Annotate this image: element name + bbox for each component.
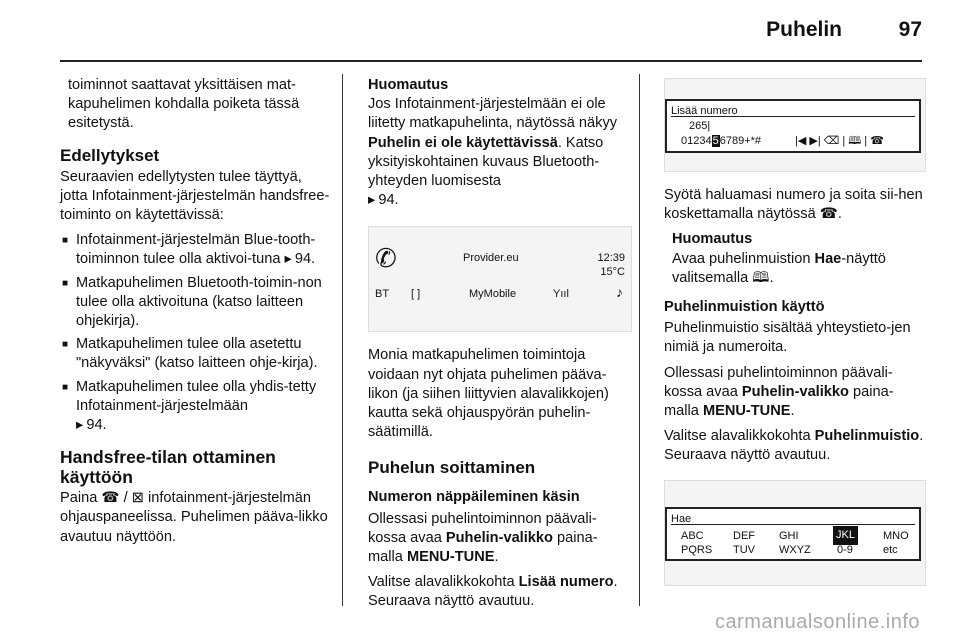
column-divider-1 bbox=[342, 74, 343, 606]
add-number-screen-illustration bbox=[664, 78, 926, 172]
list-item: ■ Infotainment-järjestelmän Blue-tooth-toiminnon tulee olla aktivoi-tuna ▸ 94. bbox=[60, 231, 330, 269]
search-title: Hae bbox=[671, 512, 692, 525]
open-phonebook-text: Ollessasi puhelintoiminnon päävali-kossa avaa Puhelin-valikko paina-malla MENU-TUNE. bbox=[664, 364, 894, 420]
bt-label: BT bbox=[375, 288, 390, 301]
enter-number-text: Syötä haluamasi numero ja soita sii-hen koskettamalla näytössä ☎. bbox=[664, 187, 923, 223]
note-text: Avaa puhelinmuistion Hae-näyttö valitsemalla 🕮. bbox=[672, 250, 886, 286]
column-1 bbox=[60, 76, 330, 553]
digit-keypad[interactable]: 0123456789+*# bbox=[681, 135, 762, 147]
provider-label: Provider.eu bbox=[463, 252, 519, 265]
temperature-label: 15°C bbox=[600, 266, 625, 279]
mymobile-label: MyMobile bbox=[469, 288, 517, 301]
header-rule bbox=[60, 60, 922, 62]
letter-group-digits[interactable]: 0-9 bbox=[837, 543, 853, 556]
column-divider-2 bbox=[639, 74, 640, 606]
letter-group-pqrs[interactable]: PQRS bbox=[681, 543, 713, 556]
letter-group-tuv[interactable]: TUV bbox=[733, 543, 755, 556]
letter-group-mno[interactable]: MNO bbox=[883, 529, 909, 542]
phonebook-text: Puhelinmuistio sisältää yhteystieto-jen nimiä ja numeroita. bbox=[664, 320, 911, 356]
letter-group-abc[interactable]: ABC bbox=[681, 529, 704, 542]
column-2 bbox=[368, 76, 630, 618]
intro-text: toiminnot saattavat yksittäisen mat-kapuhelimen kohdalla poiketa tässä esitetystä. bbox=[68, 77, 300, 132]
clock-label: 12:39 bbox=[597, 252, 625, 265]
heading-manual-entry: Numeron näppäileminen käsin bbox=[368, 489, 580, 506]
letter-group-etc[interactable]: etc bbox=[883, 543, 898, 556]
keypad-instructions: Ollessasi puhelintoiminnon päävali-kossa avaa Puhelin-valikko paina-malla MENU-TUNE. bbox=[368, 510, 598, 566]
phone-menu-paragraph: Monia matkapuhelimen toimintoja voidaan nyt ohjata puhelimen pääva-likon (ja siihen liittyvien alavalikkojen) kautta sekä ohjauspyörän puhelin-säätimillä. bbox=[368, 347, 609, 441]
column-3 bbox=[664, 76, 924, 600]
heading-prerequisites: Edellytykset bbox=[60, 145, 160, 165]
prereq-list bbox=[60, 231, 330, 435]
page-number: 97 bbox=[898, 18, 922, 41]
page-ref-link[interactable]: ▸ 94. bbox=[368, 192, 399, 208]
letter-group-wxyz[interactable]: WXYZ bbox=[779, 543, 811, 556]
note-title: Huomautus bbox=[672, 231, 753, 248]
chapter-title: Puhelin bbox=[766, 18, 842, 41]
phone-handset-icon: ✆ bbox=[375, 243, 397, 274]
list-item: ■ Matkapuhelimen Bluetooth-toimin-non tulee olla aktivoituna (katso laitteen ohjekirja). bbox=[60, 274, 330, 332]
selected-digit[interactable]: 5 bbox=[712, 135, 719, 147]
signal-icon: Yııl bbox=[553, 288, 569, 301]
letter-group-jkl[interactable]: JKL bbox=[833, 526, 858, 545]
heading-make-call: Puhelun soittaminen bbox=[368, 458, 536, 478]
brackets-label: [ ] bbox=[411, 288, 421, 301]
select-phonebook-text: Valitse alavalikkokohta Puhelinmuistio. Seuraava näyttö avautuu. bbox=[664, 428, 924, 464]
main-menu-screen-illustration bbox=[368, 226, 632, 332]
heading-handsfree: Handsfree-tilan ottaminen käyttöön bbox=[60, 447, 276, 488]
music-icon: ♪ bbox=[616, 284, 623, 301]
add-number-title: Lisää numero bbox=[671, 105, 738, 117]
list-item: ■ Matkapuhelimen tulee olla asetettu "näkyväksi" (katso laitteen ohje-kirja). bbox=[60, 335, 330, 373]
page-ref-link[interactable]: ▸ 94. bbox=[285, 251, 316, 267]
page-header bbox=[0, 0, 960, 62]
keypad-controls[interactable]: |◀ ▶| ⌫ | 🕮 | ☎ bbox=[795, 135, 884, 147]
heading-phonebook: Puhelinmuistion käyttö bbox=[664, 299, 825, 316]
number-entry-field[interactable]: 265| bbox=[689, 120, 711, 132]
note-text: Jos Infotainment-järjestelmään ei ole liitetty matkapuhelinta, näytössä näkyy Puhelin ei ole käytettävissä. Katso yksityiskohtainen kuvaus Bluetooth-yhteyden luomisesta ▸ 94. bbox=[368, 95, 630, 210]
watermark: carmanualsonline.info bbox=[714, 611, 920, 633]
note-title: Huomautus bbox=[368, 77, 449, 93]
screen-rule bbox=[671, 524, 915, 525]
letter-group-def[interactable]: DEF bbox=[733, 529, 755, 542]
note-box bbox=[664, 230, 924, 288]
note-box bbox=[368, 76, 630, 210]
list-item: ■ Matkapuhelimen tulee olla yhdis-tetty Infotainment-järjestelmään ▸ 94. bbox=[60, 378, 330, 436]
letter-group-ghi[interactable]: GHI bbox=[779, 529, 799, 542]
page-ref-link[interactable]: ▸ 94. bbox=[76, 417, 107, 433]
select-add-number-text: Valitse alavalikkokohta Lisää numero. Seuraava näyttö avautuu. bbox=[368, 574, 618, 610]
handsfree-text: Paina ☎ / ⊠ infotainment-järjestelmän ohjauspaneelissa. Puhelimen pääva-likko avautuu näyttöön. bbox=[60, 490, 328, 545]
search-screen-illustration bbox=[664, 480, 926, 586]
prereq-text: Seuraavien edellytysten tulee täyttyä, jotta Infotainment-järjestelmän handsfree-toiminto on käytettävissä: bbox=[60, 168, 330, 224]
